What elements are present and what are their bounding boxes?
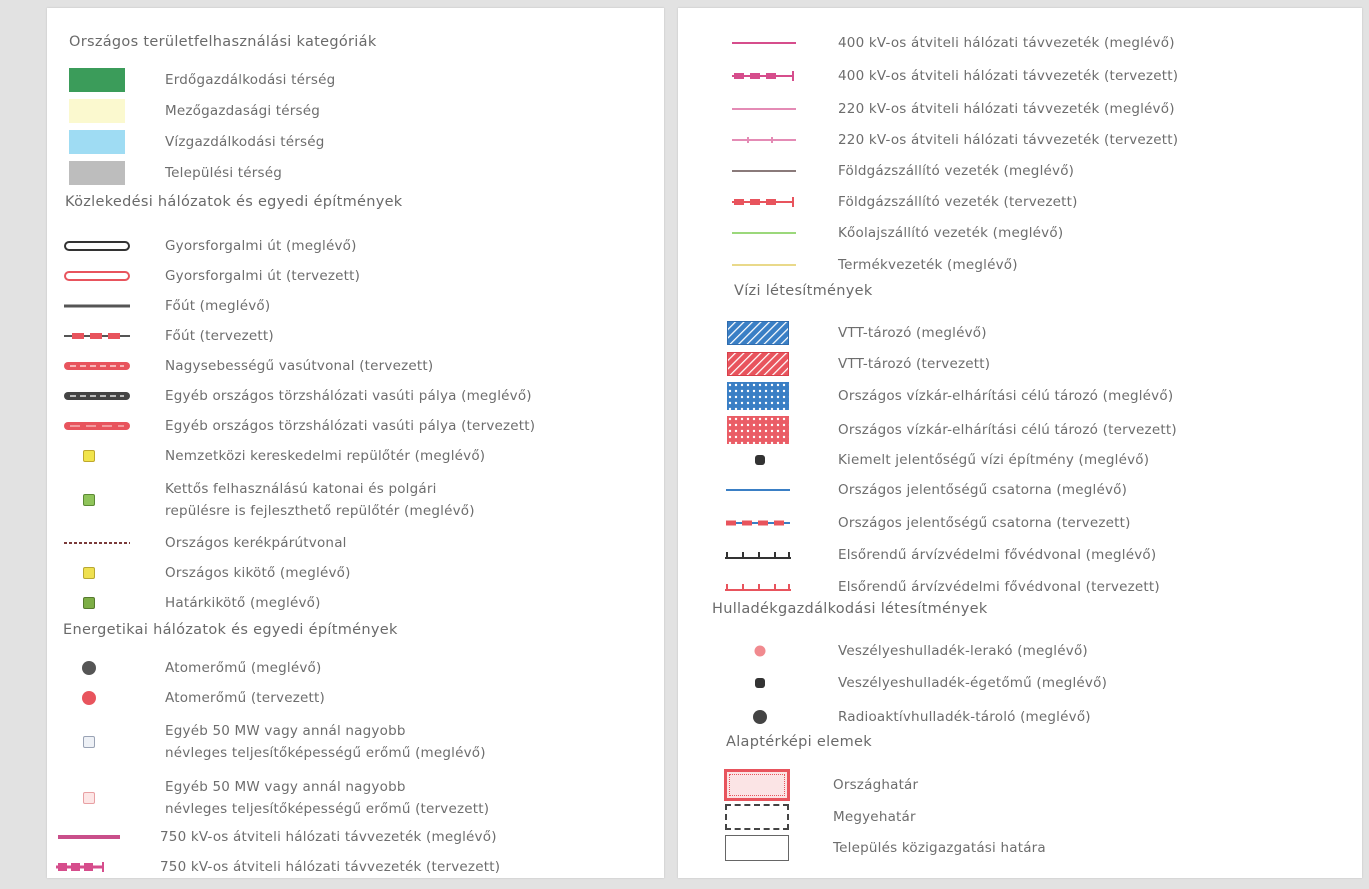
agri-swatch [69, 99, 125, 123]
legend-label: 220 kV-os átviteli hálózati távvezeték (meglévő) [838, 101, 1175, 117]
nuclear-plant-planned-icon [82, 691, 96, 705]
legend-label: VTT-tározó (tervezett) [838, 356, 991, 372]
legend-item-rail-hs-plan [47, 351, 664, 381]
landfill-icon [755, 646, 766, 657]
legend-label: Település közigazgatási határa [833, 840, 1046, 856]
legend-label: Gyorsforgalmi út (tervezett) [165, 268, 361, 284]
legend-label: Elsőrendű árvízvédelmi fővédvonal (tervezett) [838, 579, 1160, 595]
legend-label: 400 kV-os átviteli hálózati távvezeték (meglévő) [838, 35, 1175, 51]
legend-item-canal-exist [678, 475, 1362, 505]
legend-item-levee-exist [678, 540, 1362, 570]
rail-hs-plan-line [64, 361, 130, 371]
legend-item-road-main-plan [47, 321, 664, 351]
legend-label: Főút (meglévő) [165, 298, 271, 314]
legend-item-gas-plan [678, 187, 1362, 217]
legend-item-road-fast-plan [47, 261, 664, 291]
legend-item-gas-exist [678, 156, 1362, 186]
rail-other-plan-line [64, 421, 130, 431]
legend-item-plant-plan [47, 776, 664, 820]
vtt-exist-swatch [727, 321, 789, 345]
legend-label [165, 776, 605, 820]
canal-plan-line [726, 519, 790, 527]
legend-label: Egyéb országos törzshálózati vasúti pálya (meglévő) [165, 388, 532, 404]
legend-label: Országos jelentőségű csatorna (tervezett) [838, 515, 1131, 531]
legend-item-flood-res-exist [678, 381, 1362, 411]
legend-label: Országos kikötő (meglévő) [165, 565, 351, 581]
kv750-plan-line [56, 861, 106, 873]
legend-label: 400 kV-os átviteli hálózati távvezeték (tervezett) [838, 68, 1179, 84]
power-plant-icon [83, 736, 95, 748]
legend-panel-right [678, 8, 1362, 878]
legend-item-kv750-plan [47, 852, 664, 882]
legend-label: Főút (tervezett) [165, 328, 274, 344]
bike-route-line [64, 540, 130, 546]
road-main-exist-line [64, 303, 130, 309]
legend-label: Országhatár [833, 777, 919, 793]
legend-label: Kőolajszállító vezeték (meglévő) [838, 225, 1064, 241]
legend-item-kv220-exist [678, 94, 1362, 124]
legend-label: Települési térség [165, 165, 283, 181]
section-header-landuse: Országos területfelhasználási kategóriák [69, 34, 377, 50]
legend-item-levee-plan [678, 572, 1362, 602]
legend-label: Vízgazdálkodási térség [165, 134, 325, 150]
legend-label-line-2: névleges teljesítőképességű erőmű (meglévő) [165, 745, 486, 761]
kv400-plan-line [732, 70, 796, 82]
legend-label-line-2: repülésre is fejleszthető repülőtér (meglévő) [165, 503, 475, 519]
legend-item-haz-landfill [678, 636, 1362, 666]
legend-item-nuclear-plan [47, 683, 664, 713]
forest-swatch [69, 68, 125, 92]
radioactive-icon [753, 710, 767, 724]
legend-label: 750 kV-os átviteli hálózati távvezeték (tervezett) [160, 859, 501, 875]
legend-label: Veszélyeshulladék-lerakó (meglévő) [838, 643, 1088, 659]
legend-label: Atomerőmű (tervezett) [165, 690, 325, 706]
legend-item-port-national [47, 558, 664, 588]
border-port-icon [83, 597, 95, 609]
legend-item-flood-res-plan [678, 415, 1362, 445]
legend-item-road-main-exist [47, 291, 664, 321]
legend-label: Nagysebességű vasútvonal (tervezett) [165, 358, 434, 374]
legend-item-kv400-plan [678, 61, 1362, 91]
county-border-swatch [725, 804, 789, 830]
legend-item-vtt-exist [678, 318, 1362, 348]
legend-item-road-fast-exist [47, 231, 664, 261]
power-plant-planned-icon [83, 792, 95, 804]
legend-label: Kiemelt jelentőségű vízi építmény (meglévő) [838, 452, 1150, 468]
legend-item-border-country [678, 768, 1362, 802]
kv220-exist-line [732, 106, 796, 112]
legend-label: Termékvezeték (meglévő) [838, 257, 1018, 273]
legend-label: 750 kV-os átviteli hálózati távvezeték (meglévő) [160, 829, 497, 845]
section-header-transport: Közlekedési hálózatok és egyedi építmények [65, 194, 403, 210]
legend-item-water-struct [678, 445, 1362, 475]
legend-item-oil-exist [678, 218, 1362, 248]
legend-item-vtt-plan [678, 349, 1362, 379]
road-fast-plan-line [64, 271, 130, 281]
kv750-exist-line [58, 834, 120, 840]
legend-label: Határkikötő (meglévő) [165, 595, 321, 611]
legend-label: Veszélyeshulladék-égetőmű (meglévő) [838, 675, 1108, 691]
legend-label-line-1: Egyéb 50 MW vagy annál nagyobb [165, 723, 406, 739]
water-swatch [69, 130, 125, 154]
nuclear-plant-icon [82, 661, 96, 675]
legend-label: Megyehatár [833, 809, 916, 825]
legend-label: Elsőrendű árvízvédelmi fővédvonal (meglévő) [838, 547, 1157, 563]
legend-item-radio-store [678, 702, 1362, 732]
legend-item-kv750-exist [47, 822, 664, 852]
legend-label-line-2: névleges teljesítőképességű erőmű (tervezett) [165, 801, 490, 817]
kv400-exist-line [732, 40, 796, 46]
road-main-plan-line [64, 331, 130, 341]
legend-label: Nemzetközi kereskedelmi repülőtér (meglévő) [165, 448, 486, 464]
country-border-swatch [724, 769, 790, 801]
rail-other-exist-line [64, 391, 130, 401]
legend-item-product-exist [678, 250, 1362, 280]
military-airport-icon [83, 494, 95, 506]
legend-item-canal-plan [678, 508, 1362, 538]
legend-panel-left [47, 8, 664, 878]
legend-label-line-1: Egyéb 50 MW vagy annál nagyobb [165, 779, 406, 795]
legend-label: Atomerőmű (meglévő) [165, 660, 322, 676]
legend-item-rail-other-exist [47, 381, 664, 411]
road-fast-exist-line [64, 241, 130, 251]
legend-label: 220 kV-os átviteli hálózati távvezeték (tervezett) [838, 132, 1179, 148]
legend-label: Földgázszállító vezeték (tervezett) [838, 194, 1078, 210]
kv220-plan-line [732, 136, 796, 144]
legend-label: Gyorsforgalmi út (meglévő) [165, 238, 357, 254]
legend-label [165, 720, 605, 764]
levee-exist-line [725, 550, 791, 560]
legend-item-kv400-exist [678, 28, 1362, 58]
legend-item-nuclear-exist [47, 653, 664, 683]
legend-item-border-county [678, 800, 1362, 834]
flood-reservoir-exist-swatch [727, 382, 789, 410]
legend-item-kv220-plan [678, 125, 1362, 155]
legend-label: VTT-tározó (meglévő) [838, 325, 987, 341]
section-header-energy: Energetikai hálózatok és egyedi építmények [63, 622, 398, 638]
legend-label: Országos jelentőségű csatorna (meglévő) [838, 482, 1128, 498]
legend-item-forest [47, 65, 664, 95]
incinerator-icon [755, 678, 765, 688]
vtt-plan-swatch [727, 352, 789, 376]
section-header-water: Vízi létesítmények [734, 283, 873, 299]
legend-label: Országos vízkár-elhárítási célú tározó (meglévő) [838, 388, 1174, 404]
local-border-swatch [725, 835, 789, 861]
legend-label-line-1: Kettős felhasználású katonai és polgári [165, 481, 437, 497]
levee-plan-line [725, 582, 791, 592]
canal-exist-line [726, 487, 790, 493]
gas-plan-line [732, 196, 796, 208]
section-header-waste: Hulladékgazdálkodási létesítmények [712, 601, 988, 617]
airport-icon [83, 450, 95, 462]
legend-label: Egyéb országos törzshálózati vasúti pálya (tervezett) [165, 418, 536, 434]
gas-exist-line [732, 168, 796, 174]
oil-exist-line [732, 230, 796, 236]
legend-label: Radioaktívhulladék-tároló (meglévő) [838, 709, 1091, 725]
dam-icon [755, 455, 765, 465]
section-header-basemap: Alaptérképi elemek [726, 734, 872, 750]
legend-item-agri [47, 96, 664, 126]
legend-label [165, 478, 605, 522]
legend-item-plant-exist [47, 720, 664, 764]
legend-label: Országos kerékpárútvonal [165, 535, 347, 551]
legend-item-settlement [47, 158, 664, 188]
legend-item-haz-incin [678, 668, 1362, 698]
product-exist-line [732, 262, 796, 268]
legend-label: Erdőgazdálkodási térség [165, 72, 336, 88]
legend-label: Országos vízkár-elhárítási célú tározó (tervezett) [838, 422, 1177, 438]
legend-label: Földgázszállító vezeték (meglévő) [838, 163, 1075, 179]
legend-item-airport-mixed [47, 478, 664, 522]
legend-item-port-border [47, 588, 664, 618]
flood-reservoir-plan-swatch [727, 416, 789, 444]
legend-item-bike-route [47, 528, 664, 558]
legend-item-border-local [678, 831, 1362, 865]
legend-label: Mezőgazdasági térség [165, 103, 321, 119]
legend-item-water [47, 127, 664, 157]
port-icon [83, 567, 95, 579]
settlement-swatch [69, 161, 125, 185]
legend-item-rail-other-plan [47, 411, 664, 441]
legend-item-airport-intl [47, 441, 664, 471]
